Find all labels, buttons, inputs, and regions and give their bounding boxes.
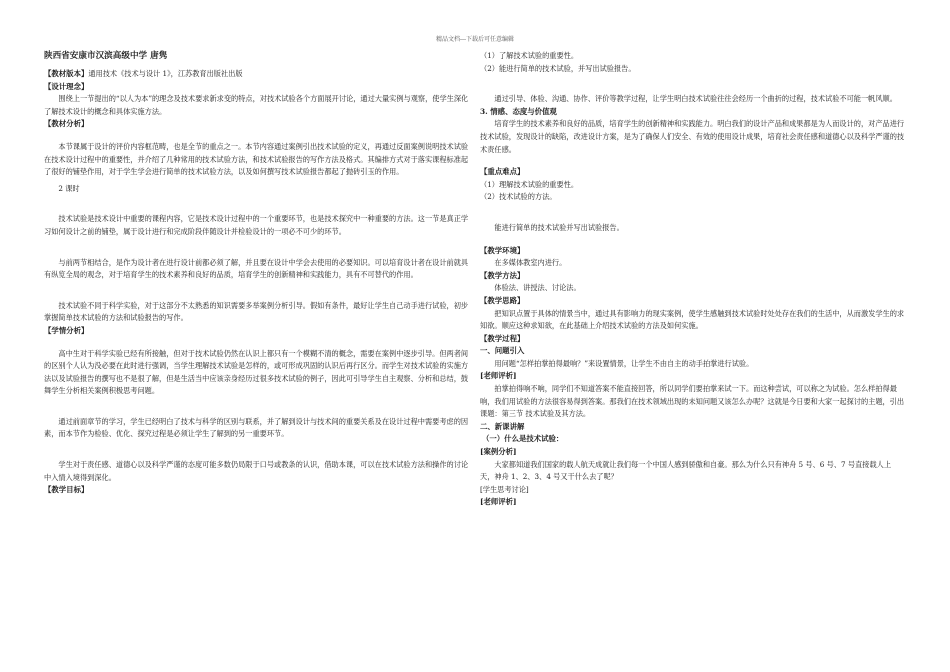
teaching-goal-label: 【教学目标】 (44, 485, 89, 495)
environment-text: 在多媒体教室内进行。 (494, 258, 567, 268)
teacher-comment-label-2: [老师评析] (480, 497, 517, 507)
class-hours: 2 课时 (58, 183, 80, 193)
student-analysis-label: 【学情分析】 (44, 325, 89, 335)
environment-label: 【教学环境】 (480, 245, 525, 255)
goal-item-1: （1）了解技术试验的重要性。 (480, 51, 579, 60)
goal-item-2: （2）能进行简单的技术试验，并写出试验报告。 (480, 63, 636, 73)
edition-text: 通用技术《技术与设计 1》，江苏教育出版社出版 (88, 69, 243, 78)
key-points-label: 【重点难点】 (480, 167, 525, 177)
analysis-paragraph-2: 技术试验是技术设计中重要的课程内容，它是技术设计过程中的一个重要环节，也是技术探究中一种重要的方法。这一节是真正学习如何设计之前的铺垫，属于设计进行和完成阶段伴随设计并检验设计的一项必不可少的环节。 (44, 214, 469, 236)
concept-text: 围绕上一节提出的“以人为本”的理念及技术要求新求变的特点，对技术试验各个方面展开讨论，通过大量实例与观察，使学生深化了解技术设计的概念和具体实施方法。 (44, 94, 469, 116)
key-item-1: （1）理解技术试验的重要性。 (480, 179, 579, 189)
student-paragraph-2: 通过前面章节的学习，学生已经明白了技术与科学的区别与联系，并了解到设计与技术间的重要关系及在设计过程中需要考虑的因素，而本节作为检验、优化、探究过程是必须让学生了解到的另一重要环节。 (44, 416, 469, 439)
case-analysis-label: [案例分析] (480, 447, 517, 457)
edition-line (44, 68, 469, 81)
student-paragraph-1: 高中生对于科学实验已经有所接触，但对于技术试验仍然在认识上都只有一个模糊不清的概念，需要在案例中逐步引导。但两者间的区别个人认为没必要在此时进行强调，当学生理解技术试验是怎样的，或可形成巩固的认识后再行区分。而学生对技术试验的实施方法以及试验报告的撰写也不是很了解，但是生活当中应该亲身经历过很多技术试验的例子，因此可引导学生自主观察、分析和总结，鼓舞学生分析相关案例积极思考问题。 (44, 348, 469, 396)
analysis-paragraph-4: 技术试验不同于科学实验，对于这部分不太熟悉的知识需要多举案例分析引导。假如有条件，最好让学生自己动手进行试验，初步掌握简单技术试验的方法和试验报告的写作。 (44, 300, 469, 323)
edition-label: 【教材版本】 (44, 69, 89, 78)
new-lesson-heading: 二、新课讲解 (480, 421, 525, 431)
student-paragraph-3: 学生对于责任感、道德心以及科学严谨的态度可能多数仍局限于口号或教条的认识，借助本课，可以在技术试验方法和操作的讨论中入情入境得到深化。 (44, 460, 469, 482)
teacher-comment-label-1: [老师评析] (480, 371, 517, 381)
intro-text: 用问题“怎样拍掌拍得最响？”来设置情景，让学生不由自主的动手拍掌进行试验。 (494, 358, 754, 368)
analysis-paragraph-3: 与前两节相结合，是作为设计者在进行设计前都必须了解，并且要在设计中学会去使用的必要知识。可以培育设计者在设计前就具有纵览全局的观念，对于培育学生的技术素养和良好的品质，培育学生的创新精神和实践能力，具有不可替代的作用。 (44, 257, 469, 280)
author-line: 陕西省安康市汉滨高级中学 唐隽 (44, 51, 168, 61)
idea-label: 【教学思路】 (480, 295, 525, 305)
concept-label: 【设计理念】 (44, 81, 89, 91)
analysis-paragraph-1: 本节课属于设计的评价内容框范畴，也是全节的重点之一。本节内容通过案例引出技术试验的定义，再通过反面案例说明技术试验在技术设计过程中的重要性，并介绍了几种常用的技术试验方法，和技术试验报告的写作方法及格式。其编排方式对于落实课程标准起了很好的铺垫作用，对于学生学会进行简单的技术试验方法，以及如何撰写技术试验报告都起了抛砖引玉的作用。 (44, 141, 469, 177)
right-column (480, 50, 905, 665)
process-label: 【教学过程】 (480, 333, 525, 343)
key-text: 能进行简单的技术试验并写出试验报告。 (494, 222, 624, 232)
page-watermark-header: 精品文档---下载后可任意编辑 (435, 36, 515, 43)
method-label: 【教学方法】 (480, 270, 525, 280)
method-text: 体验法、讲授法、讨论法。 (494, 283, 581, 293)
student-discussion-label: [学生思考讨论] (480, 484, 529, 494)
process-text: 通过引导、体验、沟通、协作、评价等教学过程，让学生明白技术试验往往会经历一个曲折的过程，技术试验不可能一帆风顺。 (494, 94, 897, 104)
emotion-text: 培育学生的技术素养和良好的品质，培育学生的创新精神和实践能力。明白我们的设计产品和成果都是为人而设计的，对产品进行技术试验，发现设计的缺陷，改进设计方案，是为了确保人们安全、有效的使用设计成果，培育社会责任感和道德心以及科学严谨的技术责任感。 (480, 119, 905, 154)
idea-text: 把知识点置于具体的情景当中，通过具有影响力的现实案例，使学生感触到技术试验时处处存在我们的生活中，从而激发学生的求知欲。顺应这种求知欲，在此基础上介绍技术试验的方法及如何实施。 (480, 308, 905, 331)
case-analysis-text: 大家都知道我们国家的载人航天成就让我们每一个中国人感到骄傲和自豪。那么为什么只有神舟 5 号、6 号、7 号直接载人上天，神舟 1、2、3、4 号又干什么去了呢？ (480, 459, 892, 482)
analysis-label: 【教材分析】 (44, 119, 89, 129)
key-item-2: （2）技术试验的方法。 (480, 192, 557, 202)
new-lesson-subheading: （一）什么是技术试验： (482, 434, 564, 444)
emotion-heading: 3. 情感、态度与价值观 (480, 106, 557, 116)
intro-heading: 一、问题引入 (480, 346, 525, 356)
left-column (44, 50, 469, 665)
teacher-comment-text-1: 拍掌拍得响不响，同学们不知道答案不能直接回答，所以同学们要拍掌来试一下。而这种尝试，可以称之为试验。怎么样拍得最响，我们用试验的方法很容易得到答案。那我们在技术领域出现的未知问题又该怎么办呢？这就是今日要和大家一起探讨的主题，引出课题：第三节 技术试验及其方法。 (480, 384, 905, 419)
